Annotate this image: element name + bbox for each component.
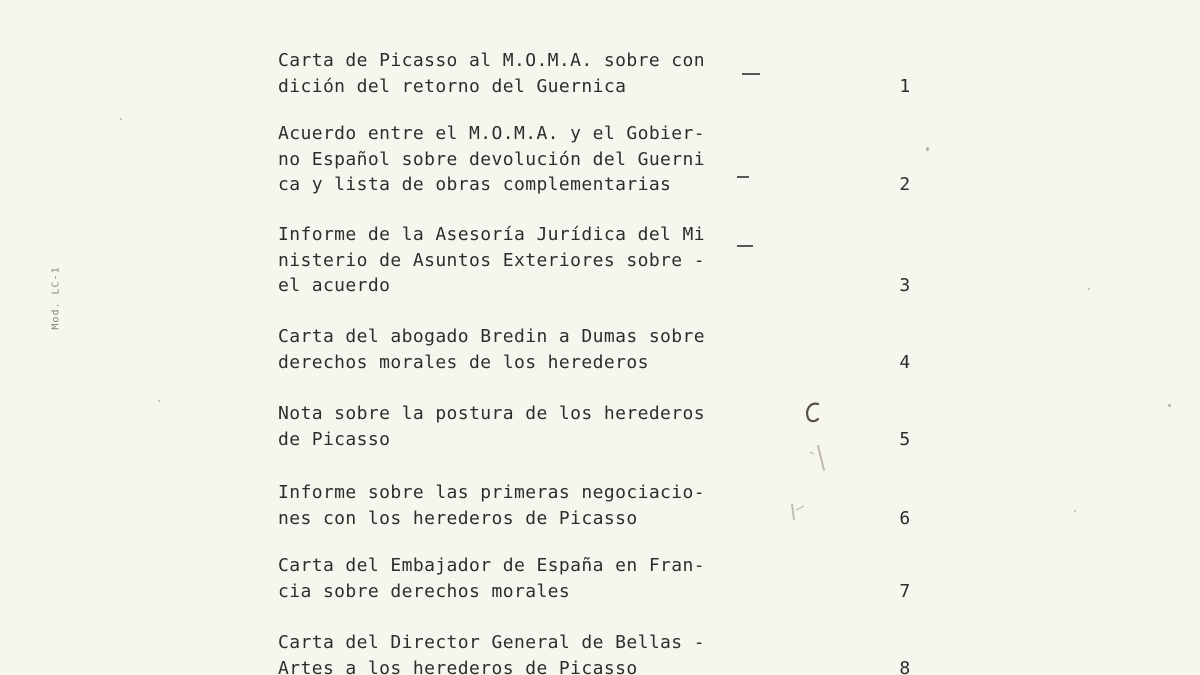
entry-text-line: Nota sobre la postura de los herederos (278, 403, 706, 424)
cut-off-top-line (285, 0, 915, 2)
entry-page-number: 5 (899, 428, 911, 450)
entry-text-line: Informe de la Asesoría Jurídica del Mi (278, 224, 706, 245)
entry-text-line: Carta del Director General de Bellas - (278, 632, 706, 653)
entry-text-line: Informe sobre las primeras negociacio- (278, 482, 706, 503)
entry-text-line: ca y lista de obras complementarias (278, 174, 672, 195)
entry-page-number: 7 (899, 580, 911, 602)
entry-text-line: no Español sobre devolución del Guerni (278, 148, 706, 170)
entry-text-line: Acuerdo entre el M.O.M.A. y el Gobier- (278, 123, 706, 144)
margin-stamp: Mod. LC-1 (50, 266, 62, 330)
pencil-smudge-2 (778, 496, 818, 532)
entry-text-line: nisterio de Asuntos Exteriores sobre - (278, 249, 706, 271)
entry-text-line: Artes a los herederos de Picasso (278, 657, 638, 675)
entry-text-line: cia sobre derechos morales (278, 580, 571, 602)
entry-text-line: de Picasso (278, 428, 391, 450)
entry-page-number: 3 (899, 275, 911, 296)
pencil-smudge-1 (800, 440, 840, 480)
hand-underline-guerni (737, 176, 749, 178)
entry-page-number: 1 (899, 75, 911, 97)
entry-page-number: 8 (899, 657, 911, 675)
paper-speck (1088, 288, 1090, 290)
entry-text-line: Carta del abogado Bredin a Dumas sobre (278, 326, 706, 347)
paper-speck (158, 400, 160, 402)
entry-page-number: 6 (899, 507, 911, 529)
paper-speck (1168, 404, 1171, 407)
paper-speck (926, 147, 929, 151)
entry-text-line: Carta de Picasso al M.O.M.A. sobre con (278, 50, 706, 71)
entry-text-line: dición del retorno del Guernica (278, 75, 627, 97)
entry-page-number: 4 (899, 351, 911, 373)
paper-speck (120, 118, 122, 120)
entry-text-line: derechos morales de los herederos (278, 351, 649, 373)
entry-page-number: 2 (899, 174, 911, 195)
paper-speck (1074, 510, 1076, 512)
hand-underline-mi (737, 245, 753, 247)
pencil-mark-c (796, 394, 836, 434)
entry-text-line: Carta del Embajador de España en Fran- (278, 555, 706, 576)
entry-text-line: el acuerdo (278, 275, 391, 296)
entry-text-line: nes con los herederos de Picasso (278, 507, 638, 529)
hand-underline-con (742, 73, 760, 75)
